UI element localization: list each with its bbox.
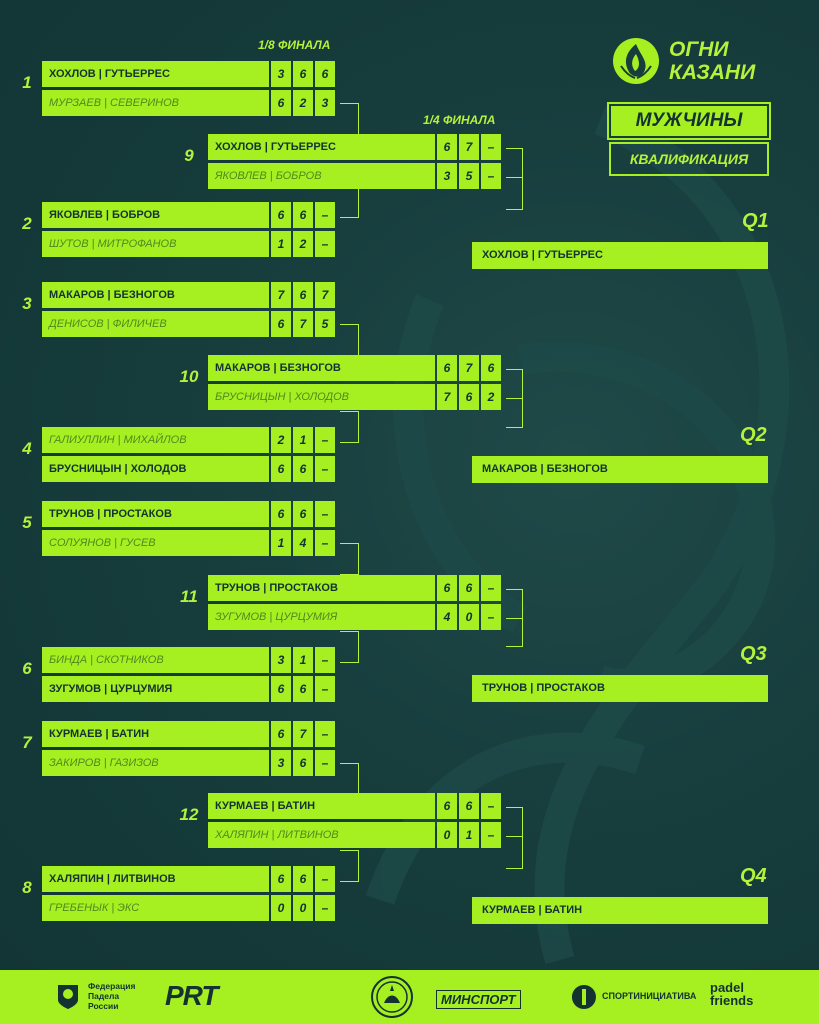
team-row [208, 793, 501, 819]
set-score: 6 [271, 721, 291, 747]
match-number: 11 [180, 587, 198, 606]
qualifier-bar: МАКАРОВ | БЕЗНОГОВ [472, 456, 768, 483]
set-score: – [481, 134, 501, 160]
team-name: ЗУГУМОВ | ЦУРЦУМИЯ [42, 676, 269, 702]
quarterfinal-header: 1/4 ФИНАЛА [423, 113, 496, 127]
team-row [208, 822, 501, 848]
set-score: 1 [271, 231, 291, 257]
stage-label: КВАЛИФИКАЦИЯ [609, 142, 769, 176]
team-name: СОЛУЯНОВ | ГУСЕВ [42, 530, 269, 556]
set-score: 6 [271, 866, 291, 892]
qualifier-label: Q4 [740, 865, 767, 887]
set-score: 2 [293, 231, 313, 257]
team-name: КУРМАЕВ | БАТИН [208, 793, 435, 819]
set-score: – [315, 501, 335, 527]
bracket-connector [340, 186, 359, 218]
qualifier-label: Q1 [742, 210, 769, 232]
sponsor-footer [0, 970, 819, 1024]
set-score: – [315, 647, 335, 673]
team-row [42, 427, 335, 453]
bracket-connector [506, 618, 522, 619]
team-row [42, 676, 335, 702]
set-score: 1 [293, 427, 313, 453]
bracket-connector [340, 763, 359, 795]
set-score: 3 [437, 163, 457, 189]
team-row [42, 311, 335, 337]
padel-friends-line: friends [710, 993, 754, 1008]
bracket-connector [506, 177, 522, 178]
ogni-kazani-logo [611, 36, 661, 91]
set-score: – [481, 163, 501, 189]
set-score: 3 [271, 61, 291, 87]
set-score: 6 [293, 202, 313, 228]
set-score: 2 [481, 384, 501, 410]
team-name: ТРУНОВ | ПРОСТАКОВ [42, 501, 269, 527]
team-name: МУРЗАЕВ | СЕВЕРИНОВ [42, 90, 269, 116]
team-row [42, 456, 335, 482]
team-row [42, 61, 335, 87]
set-score: 7 [437, 384, 457, 410]
federation-line: Федерация [88, 981, 136, 991]
flame-emblem-icon [611, 36, 661, 86]
match-number: 10 [179, 367, 199, 386]
set-score: 3 [315, 90, 335, 116]
team-row [42, 231, 335, 257]
bracket-connector [506, 398, 522, 399]
team-name: КУРМАЕВ | БАТИН [42, 721, 269, 747]
team-row [208, 163, 501, 189]
prt-logo: PRT [165, 980, 218, 1011]
set-score: – [315, 202, 335, 228]
set-score: 4 [437, 604, 457, 630]
set-score: 6 [271, 90, 291, 116]
set-score: 6 [437, 575, 457, 601]
set-score: 6 [459, 575, 479, 601]
set-score: 6 [293, 750, 313, 776]
set-score: 2 [271, 427, 291, 453]
bracket-connector [506, 836, 522, 837]
team-row [42, 866, 335, 892]
team-row [42, 895, 335, 921]
set-score: 6 [271, 501, 291, 527]
set-score: 7 [459, 134, 479, 160]
set-score: 6 [271, 456, 291, 482]
set-score: 6 [293, 501, 313, 527]
category-label: МУЖЧИНЫ [635, 110, 743, 131]
team-name: МАКАРОВ | БЕЗНОГОВ [42, 282, 269, 308]
qualifier-label: Q2 [740, 424, 767, 446]
team-row [208, 384, 501, 410]
set-score: 2 [293, 90, 313, 116]
set-score: 6 [437, 355, 457, 381]
set-score: – [315, 866, 335, 892]
set-score: – [315, 530, 335, 556]
team-name: ЗУГУМОВ | ЦУРЦУМИЯ [208, 604, 435, 630]
brand-line-2: КАЗАНИ [669, 61, 756, 84]
team-name: ТРУНОВ | ПРОСТАКОВ [208, 575, 435, 601]
sport-initiative-logo: СПОРТИНИЦИАТИВА [602, 991, 697, 1001]
team-row [208, 355, 501, 381]
set-score: – [315, 456, 335, 482]
team-row [208, 575, 501, 601]
set-score: 6 [293, 676, 313, 702]
set-score: 7 [293, 311, 313, 337]
set-score: 7 [293, 721, 313, 747]
match-number: 5 [22, 513, 32, 532]
emblem-icon [370, 975, 414, 1019]
team-name: БИНДА | СКОТНИКОВ [42, 647, 269, 673]
set-score: 6 [459, 793, 479, 819]
team-name: ШУТОВ | МИТРОФАНОВ [42, 231, 269, 257]
set-score: 6 [271, 202, 291, 228]
bracket-connector [340, 324, 359, 356]
set-score: 0 [437, 822, 457, 848]
qualifier-bar: КУРМАЕВ | БАТИН [472, 897, 768, 924]
team-row [42, 501, 335, 527]
team-row [42, 90, 335, 116]
match-number: 8 [22, 878, 32, 897]
set-score: 6 [459, 384, 479, 410]
set-score: 5 [315, 311, 335, 337]
set-score: 5 [459, 163, 479, 189]
set-score: 7 [459, 355, 479, 381]
set-score: 7 [271, 282, 291, 308]
team-row [42, 530, 335, 556]
match-number: 12 [179, 805, 199, 824]
qualifier-bar: ХОХЛОВ | ГУТЬЕРРЕС [472, 242, 768, 269]
set-score: – [315, 676, 335, 702]
set-score: – [315, 750, 335, 776]
team-name: ДЕНИСОВ | ФИЛИЧЕВ [42, 311, 269, 337]
qualifier-bar: ТРУНОВ | ПРОСТАКОВ [472, 675, 768, 702]
set-score: 7 [315, 282, 335, 308]
federation-logo [88, 981, 135, 1011]
set-score: 6 [271, 676, 291, 702]
set-score: 6 [293, 456, 313, 482]
set-score: 6 [437, 793, 457, 819]
set-score: – [315, 427, 335, 453]
team-row [42, 647, 335, 673]
set-score: – [481, 604, 501, 630]
bracket-connector [340, 631, 359, 663]
brand-name [669, 38, 755, 84]
bracket-connector [506, 148, 523, 210]
match-number: 4 [22, 439, 32, 458]
set-score: – [315, 231, 335, 257]
team-name: ХОХЛОВ | ГУТЬЕРРЕС [42, 61, 269, 87]
set-score: 6 [271, 311, 291, 337]
set-score: 1 [293, 647, 313, 673]
set-score: 0 [271, 895, 291, 921]
bracket-connector [340, 543, 359, 575]
set-score: 6 [293, 282, 313, 308]
team-row [208, 604, 501, 630]
team-row [42, 282, 335, 308]
team-name: ГРЕБЕНЫК | ЭКС [42, 895, 269, 921]
set-score: 6 [437, 134, 457, 160]
match-number: 9 [184, 146, 194, 165]
federation-line: Падела [88, 991, 120, 1001]
team-name: ЯКОВЛЕВ | БОБРОВ [208, 163, 435, 189]
set-score: 6 [315, 61, 335, 87]
match-number: 7 [22, 733, 32, 752]
team-name: ЯКОВЛЕВ | БОБРОВ [42, 202, 269, 228]
set-score: – [481, 822, 501, 848]
team-name: ГАЛИУЛЛИН | МИХАЙЛОВ [42, 427, 269, 453]
set-score: 3 [271, 647, 291, 673]
set-score: – [315, 895, 335, 921]
set-score: – [315, 721, 335, 747]
set-score: 6 [293, 866, 313, 892]
set-score: 4 [293, 530, 313, 556]
set-score: – [481, 575, 501, 601]
team-name: ЗАКИРОВ | ГАЗИЗОВ [42, 750, 269, 776]
federation-line: России [88, 1001, 119, 1011]
team-row [42, 721, 335, 747]
set-score: 0 [293, 895, 313, 921]
team-name: МАКАРОВ | БЕЗНОГОВ [208, 355, 435, 381]
team-name: БРУСНИЦЫН | ХОЛОДОВ [42, 456, 269, 482]
team-name: ХАЛЯПИН | ЛИТВИНОВ [42, 866, 269, 892]
match-number: 6 [22, 659, 32, 678]
padel-friends-line: padel [710, 980, 744, 995]
team-row [42, 202, 335, 228]
qualifier-label: Q3 [740, 643, 767, 665]
set-score: 1 [459, 822, 479, 848]
match-number: 3 [22, 294, 32, 313]
team-name: ХАЛЯПИН | ЛИТВИНОВ [208, 822, 435, 848]
sport-initiative-icon [570, 983, 598, 1011]
set-score: – [481, 793, 501, 819]
brand-line-1: ОГНИ [669, 38, 729, 61]
match-number: 2 [22, 214, 32, 233]
bracket-connector [340, 411, 359, 443]
category-box [609, 104, 769, 138]
set-score: 0 [459, 604, 479, 630]
team-row [42, 750, 335, 776]
team-name: БРУСНИЦЫН | ХОЛОДОВ [208, 384, 435, 410]
match-number: 1 [22, 73, 32, 92]
bracket-connector [340, 850, 359, 882]
team-row [208, 134, 501, 160]
set-score: 1 [271, 530, 291, 556]
set-score: 6 [481, 355, 501, 381]
federation-icon [55, 982, 81, 1010]
padel-friends-logo [710, 981, 753, 1007]
team-name: ХОХЛОВ | ГУТЬЕРРЕС [208, 134, 435, 160]
set-score: 6 [293, 61, 313, 87]
bracket-connector [340, 103, 359, 135]
set-score: 3 [271, 750, 291, 776]
minsport-logo: МИНСПОРТ [436, 990, 521, 1009]
bracket-connector [506, 807, 523, 869]
round-of-16-header: 1/8 ФИНАЛА [258, 38, 331, 52]
